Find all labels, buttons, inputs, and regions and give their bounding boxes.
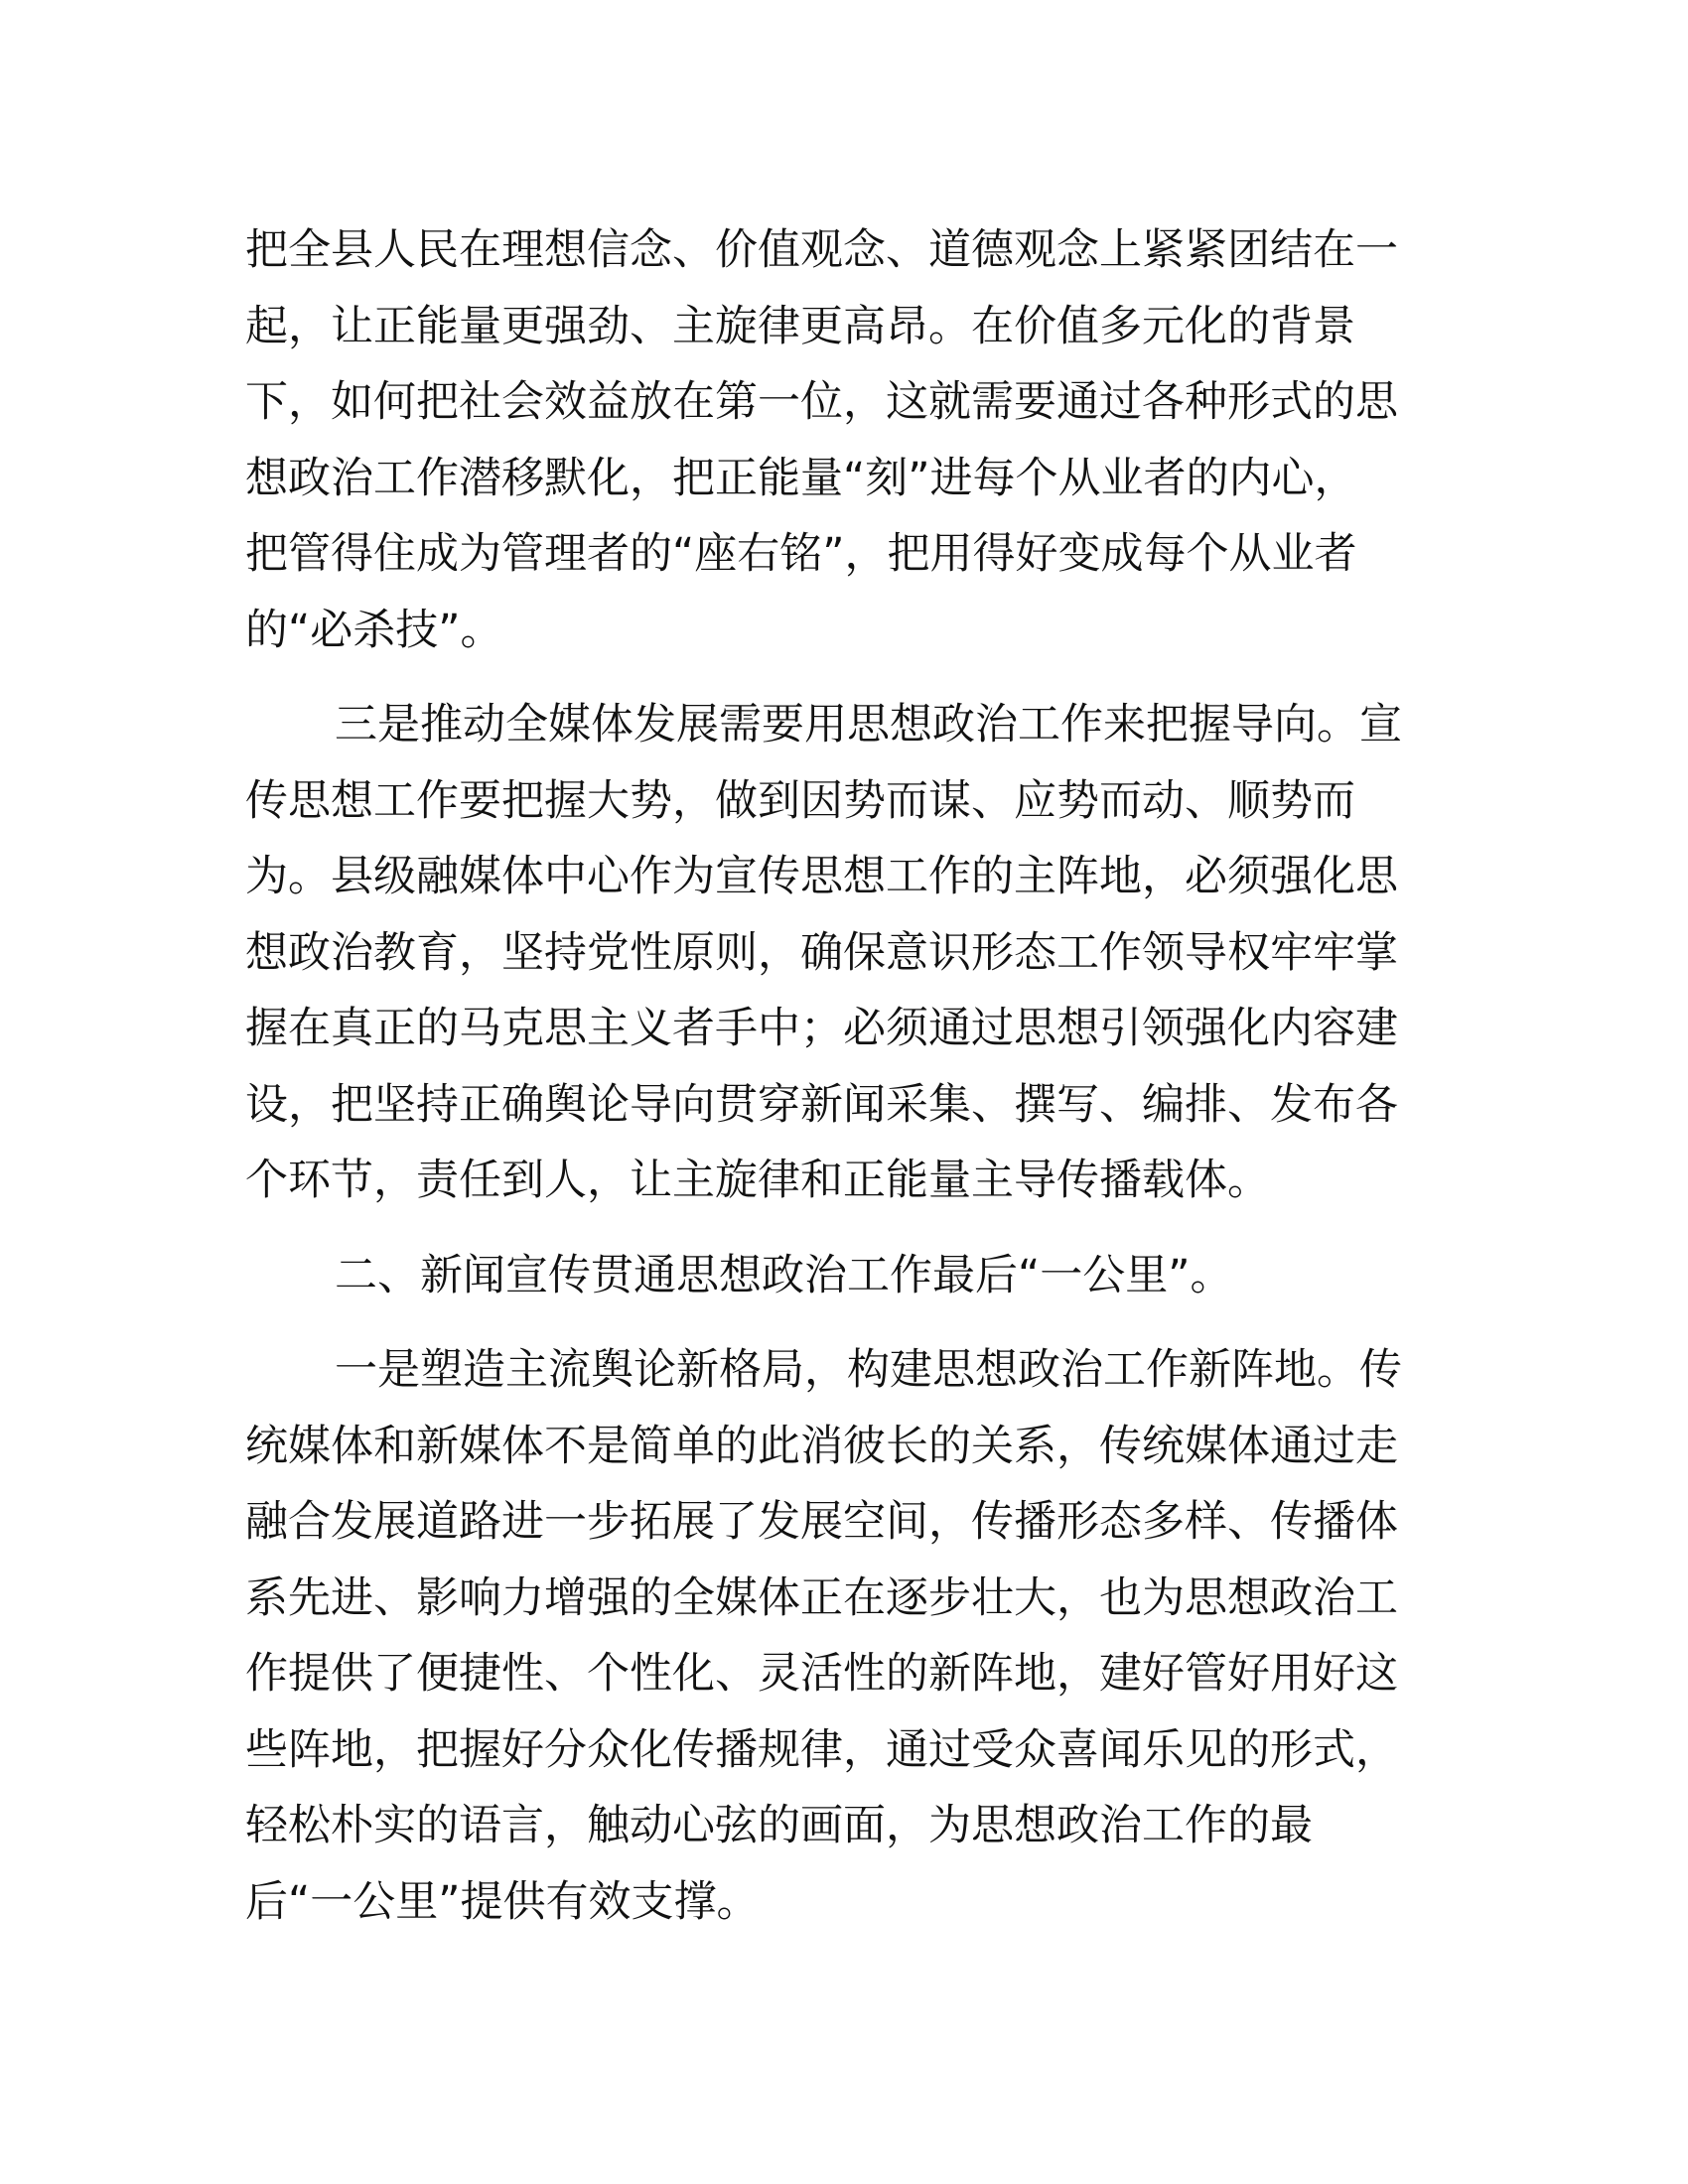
text-line: 后“一公里”提供有效支撑。 xyxy=(245,1876,760,1927)
text-line: 把全县人民在理想信念、价值观念、道德观念上紧紧团结在一 xyxy=(245,225,1398,275)
text-line: 作提供了便捷性、个性化、灵活性的新阵地，建好管好用好这 xyxy=(245,1649,1398,1699)
text-line: 为。县级融媒体中心作为宣传思想工作的主阵地，必须强化思 xyxy=(245,852,1398,901)
text-line: 握在真正的马克思主义者手中；必须通过思想引领强化内容建 xyxy=(245,1004,1398,1053)
text-line: 三是推动全媒体发展需要用思想政治工作来把握导向。宣 xyxy=(335,700,1402,750)
text-line: 把管得住成为管理者的“座右铭”，把用得好变成每个从业者 xyxy=(245,529,1357,579)
paragraph-point-three xyxy=(245,687,1435,1219)
text-line: 想政治工作潜移默化，把正能量“刻”进每个从业者的内心， xyxy=(245,453,1357,503)
section-heading-line: 二、新闻宣传贯通思想政治工作最后“一公里”。 xyxy=(335,1250,1233,1300)
text-line: 传思想工作要把握大势，做到因势而谋、应势而动、顺势而 xyxy=(245,775,1355,826)
text-line: 设，把坚持正确舆论导向贯穿新闻采集、撰写、编排、发布各 xyxy=(245,1079,1398,1130)
paragraph-continued xyxy=(245,212,1435,668)
paragraph-point-one xyxy=(245,1332,1435,1940)
text-line: 下，如何把社会效益放在第一位，这就需要通过各种形式的思 xyxy=(245,377,1398,427)
text-line: 的“必杀技”。 xyxy=(245,605,503,655)
text-line: 些阵地，把握好分众化传播规律，通过受众喜闻乐见的形式， xyxy=(245,1724,1398,1775)
text-line: 个环节，责任到人，让主旋律和正能量主导传播载体。 xyxy=(245,1156,1270,1205)
text-line: 想政治教育，坚持党性原则，确保意识形态工作领导权牢牢掌 xyxy=(245,927,1398,978)
text-line: 轻松朴实的语言，触动心弦的画面，为思想政治工作的最 xyxy=(245,1801,1313,1850)
text-line: 统媒体和新媒体不是简单的此消彼长的关系，传统媒体通过走 xyxy=(245,1421,1398,1471)
text-line: 一是塑造主流舆论新格局，构建思想政治工作新阵地。传 xyxy=(335,1345,1402,1395)
section-two-heading xyxy=(245,1238,1435,1314)
text-line: 起，让正能量更强劲、主旋律更高昂。在价值多元化的背景 xyxy=(245,301,1355,351)
body-text xyxy=(245,212,1435,1940)
text-line: 融合发展道路进一步拓展了发展空间，传播形态多样、传播体 xyxy=(245,1497,1398,1547)
text-line: 系先进、影响力增强的全媒体正在逐步壮大，也为思想政治工 xyxy=(245,1572,1398,1623)
